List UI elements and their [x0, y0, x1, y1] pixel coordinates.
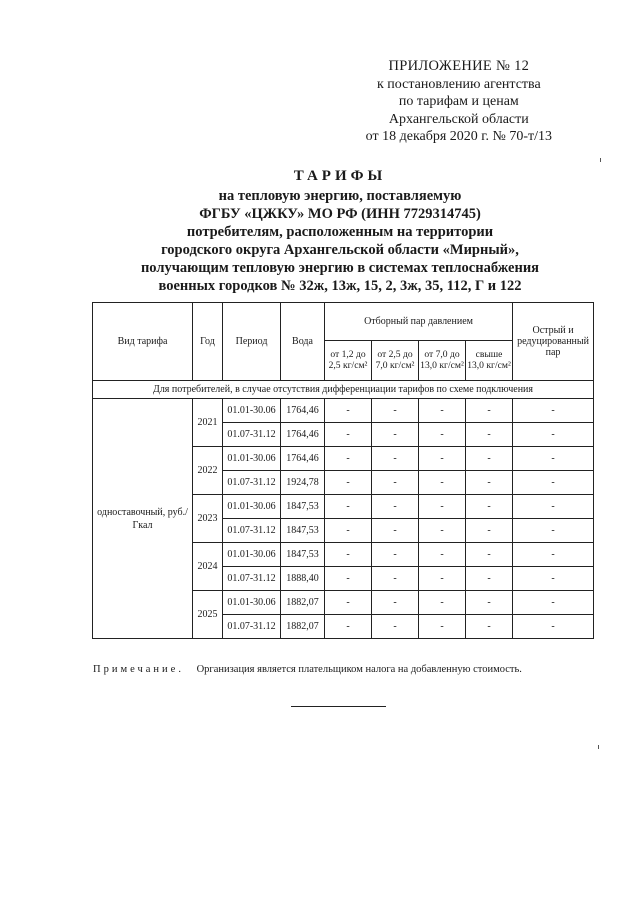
dash-cell: - — [325, 423, 372, 447]
year-cell: 2024 — [193, 543, 223, 591]
period-cell: 01.01-30.06 — [223, 495, 281, 519]
header-tariff-type: Вид тарифа — [93, 303, 193, 381]
dash-cell: - — [372, 615, 419, 639]
year-cell: 2022 — [193, 447, 223, 495]
heading-line: военных городков № 32ж, 13ж, 15, 2, 3ж, 35, 112, Г и 122 — [158, 278, 522, 294]
section-label: Для потребителей, в случае отсутствия дифференциации тарифов по схеме подключения — [93, 381, 594, 399]
dash-cell: - — [325, 399, 372, 423]
dash-cell: - — [419, 543, 466, 567]
period-cell: 01.01-30.06 — [223, 591, 281, 615]
water-cell: 1882,07 — [281, 591, 325, 615]
heading-line: ФГБУ «ЦЖКУ» МО РФ (ИНН 7729314745) — [199, 206, 481, 222]
document-title: ТАРИФЫ — [293, 168, 387, 184]
dash-cell: - — [372, 591, 419, 615]
appendix-title: ПРИЛОЖЕНИЕ № 12 — [388, 58, 530, 74]
dash-cell: - — [513, 447, 594, 471]
header-period: Период — [223, 303, 281, 381]
water-cell: 1847,53 — [281, 543, 325, 567]
dash-cell: - — [466, 399, 513, 423]
water-cell: 1764,46 — [281, 447, 325, 471]
period-cell: 01.01-30.06 — [223, 447, 281, 471]
period-cell: 01.01-30.06 — [223, 399, 281, 423]
appendix-line: к постановлению агентства — [377, 76, 541, 92]
dash-cell: - — [466, 615, 513, 639]
dash-cell: - — [325, 495, 372, 519]
period-cell: 01.07-31.12 — [223, 615, 281, 639]
scan-speck — [598, 745, 599, 749]
table-row — [93, 399, 594, 423]
water-cell: 1888,40 — [281, 567, 325, 591]
header-year: Год — [193, 303, 223, 381]
note-label: Примечание. — [93, 664, 184, 675]
water-cell: 1847,53 — [281, 519, 325, 543]
dash-cell: - — [372, 495, 419, 519]
dash-cell: - — [466, 495, 513, 519]
dash-cell: - — [419, 519, 466, 543]
dash-cell: - — [513, 567, 594, 591]
dash-cell: - — [419, 591, 466, 615]
dash-cell: - — [419, 423, 466, 447]
header-sharp-steam: Острый и редуцированный пар — [513, 303, 594, 381]
dash-cell: - — [513, 495, 594, 519]
dash-cell: - — [513, 471, 594, 495]
dash-cell: - — [513, 591, 594, 615]
dash-cell: - — [372, 567, 419, 591]
water-cell: 1924,78 — [281, 471, 325, 495]
dash-cell: - — [466, 567, 513, 591]
dash-cell: - — [513, 519, 594, 543]
dash-cell: - — [325, 471, 372, 495]
dash-cell: - — [372, 447, 419, 471]
dash-cell: - — [513, 399, 594, 423]
dash-cell: - — [419, 471, 466, 495]
document-heading — [80, 167, 600, 295]
dash-cell: - — [466, 519, 513, 543]
period-cell: 01.07-31.12 — [223, 567, 281, 591]
dash-cell: - — [419, 447, 466, 471]
dash-cell: - — [325, 447, 372, 471]
dash-cell: - — [513, 543, 594, 567]
dash-cell: - — [325, 615, 372, 639]
dash-cell: - — [325, 591, 372, 615]
heading-line: получающим тепловую энергию в системах теплоснабжения — [140, 260, 540, 276]
dash-cell: - — [419, 399, 466, 423]
period-cell: 01.07-31.12 — [223, 519, 281, 543]
period-cell: 01.07-31.12 — [223, 471, 281, 495]
water-cell: 1764,46 — [281, 423, 325, 447]
period-cell: 01.07-31.12 — [223, 423, 281, 447]
dash-cell: - — [325, 543, 372, 567]
header-steam-col: свыше 13,0 кг/см² — [466, 341, 513, 381]
header-steam-col: от 7,0 до 13,0 кг/см² — [419, 341, 466, 381]
appendix-line: по тарифам и ценам — [398, 94, 519, 109]
dash-cell: - — [419, 495, 466, 519]
water-cell: 1847,53 — [281, 495, 325, 519]
dash-cell: - — [372, 519, 419, 543]
year-cell: 2025 — [193, 591, 223, 639]
water-cell: 1882,07 — [281, 615, 325, 639]
appendix-block — [366, 58, 552, 146]
header-steam-col: от 1,2 до 2,5 кг/см² — [325, 341, 372, 381]
year-cell: 2021 — [193, 399, 223, 447]
dash-cell: - — [372, 423, 419, 447]
heading-line: на тепловую энергию, поставляемую — [218, 188, 462, 204]
appendix-line: Архангельской области — [388, 111, 529, 127]
dash-cell: - — [325, 519, 372, 543]
note-text: Организация является плательщиком налога на добавленную стоимость. — [196, 664, 522, 675]
tariff-type-cell: одноставочный, руб./Гкал — [93, 399, 193, 639]
dash-cell: - — [513, 615, 594, 639]
dash-cell: - — [372, 399, 419, 423]
period-cell: 01.01-30.06 — [223, 543, 281, 567]
dash-cell: - — [466, 471, 513, 495]
year-cell: 2023 — [193, 495, 223, 543]
signature-line — [291, 706, 386, 707]
header-water: Вода — [281, 303, 325, 381]
header-steam-col: от 2,5 до 7,0 кг/см² — [372, 341, 419, 381]
heading-line: потребителям, расположенным на территории — [186, 224, 494, 240]
dash-cell: - — [466, 447, 513, 471]
dash-cell: - — [466, 591, 513, 615]
scan-speck — [600, 158, 601, 162]
tariff-table — [92, 302, 594, 639]
dash-cell: - — [372, 471, 419, 495]
dash-cell: - — [466, 423, 513, 447]
appendix-line: от 18 декабря 2020 г. № 70-т/13 — [365, 129, 552, 144]
dash-cell: - — [372, 543, 419, 567]
header-steam-selection: Отборный пар давлением — [325, 303, 513, 341]
heading-line: городского округа Архангельской области «Мирный», — [161, 242, 519, 258]
dash-cell: - — [325, 567, 372, 591]
note — [93, 664, 522, 675]
dash-cell: - — [419, 567, 466, 591]
dash-cell: - — [419, 615, 466, 639]
dash-cell: - — [466, 543, 513, 567]
water-cell: 1764,46 — [281, 399, 325, 423]
dash-cell: - — [513, 423, 594, 447]
